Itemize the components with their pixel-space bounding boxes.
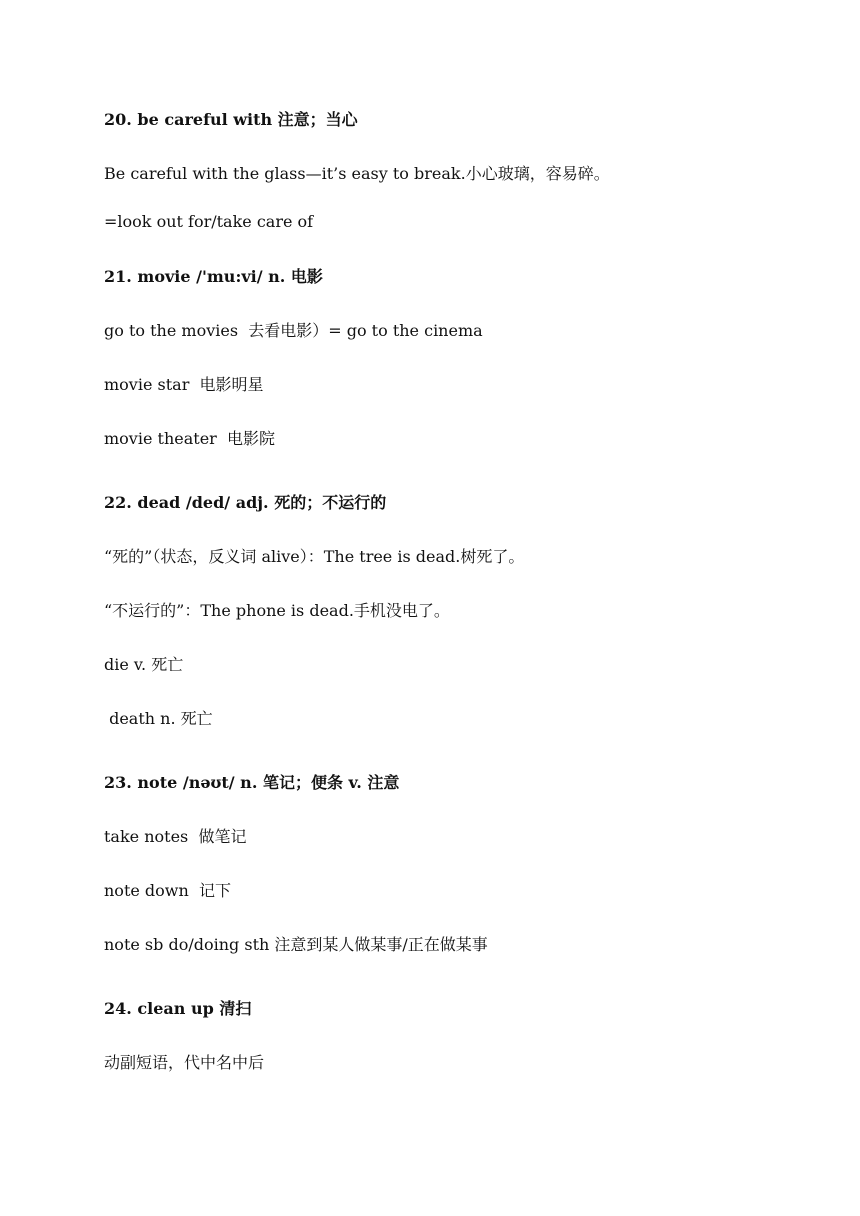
example-sentence-glass: Be careful with the glass—it’s easy to break.小心玻璃，容易碎。: [104, 164, 610, 183]
phrase-take-notes: take notes 做笔记: [104, 827, 247, 846]
entry-heading-clean-up: 24. clean up 清扫: [104, 999, 252, 1018]
entry-heading-dead: 22. dead /ded/ adj. 死的；不运行的: [104, 493, 387, 512]
usage-note-clean-up: 动副短语，代中名中后: [104, 1053, 265, 1072]
entry-heading-note: 23. note /nəʊt/ n. 笔记；便条 v. 注意: [104, 773, 400, 792]
meaning-not-working: “不运行的”：The phone is dead.手机没电了。: [104, 601, 450, 620]
entry-heading-be-careful-with: 20. be careful with 注意；当心: [104, 110, 358, 129]
phrase-movie-theater: movie theater 电影院: [104, 429, 275, 448]
phrase-go-to-the-movies: go to the movies 去看电影）= go to the cinema: [104, 321, 483, 340]
meaning-dead-state: “死的”（状态，反义词 alive）：The tree is dead.树死了。: [104, 547, 525, 566]
phrase-note-down: note down 记下: [104, 881, 231, 900]
entry-heading-movie: 21. movie /'mu:vi/ n. 电影: [104, 267, 323, 286]
phrase-movie-star: movie star 电影明星: [104, 375, 264, 394]
related-die: die v. 死亡: [104, 655, 184, 674]
related-death: death n. 死亡: [104, 709, 213, 728]
phrase-note-sb-do: note sb do/doing sth 注意到某人做某事/正在做某事: [104, 935, 488, 954]
synonym-line: =look out for/take care of: [104, 212, 314, 231]
